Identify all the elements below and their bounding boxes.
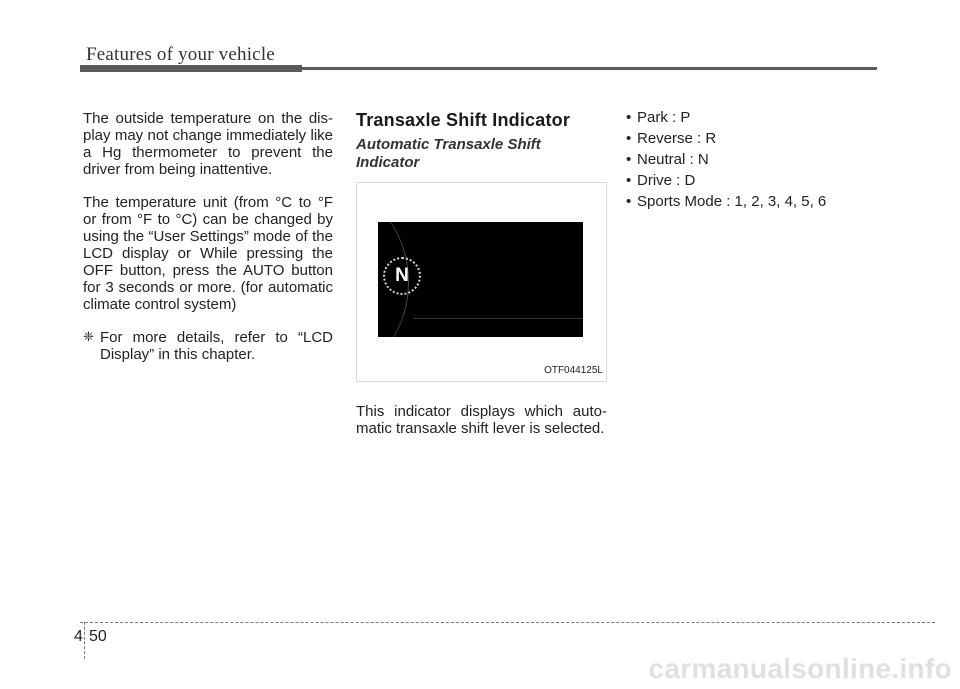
figure-code: OTF044125L — [544, 365, 603, 376]
list-item-text: Neutral : N — [637, 151, 709, 168]
gear-position-list — [622, 110, 892, 210]
page-header-title: Features of your vehicle — [86, 44, 275, 65]
footer-separator — [84, 622, 85, 659]
subsection-title: Automatic Transaxle Shift Indicator — [356, 136, 541, 171]
right-column — [622, 110, 892, 215]
bullet-icon: • — [626, 172, 632, 189]
list-item-text: Reverse : R — [637, 130, 717, 147]
note-text: For more details, refer to “LCD Display” in this chapter. — [100, 329, 333, 363]
watermark: carmanualsonline.info — [648, 653, 952, 684]
gear-indicator-letter: N — [395, 265, 409, 286]
list-item-text: Sports Mode : 1, 2, 3, 4, 5, 6 — [637, 193, 827, 210]
footer-rule — [80, 622, 935, 623]
list-item — [622, 110, 892, 126]
list-item — [622, 194, 892, 210]
display-divider — [414, 318, 583, 319]
chapter-number: 4 — [74, 628, 83, 645]
list-item — [622, 152, 892, 168]
list-item-text: Drive : D — [637, 172, 696, 189]
indicator-paragraph: This indicator displays which auto-matic transaxle shift lever is selected. — [356, 403, 607, 437]
bullet-icon: • — [626, 130, 632, 147]
reference-note — [83, 329, 333, 363]
left-column — [83, 110, 333, 363]
list-item — [622, 173, 892, 189]
note-mark-icon: ❈ — [83, 330, 94, 345]
shift-indicator-figure — [356, 182, 607, 382]
header-rule-accent — [80, 65, 302, 72]
section-title: Transaxle Shift Indicator — [356, 110, 571, 130]
list-item-text: Park : P — [637, 109, 691, 126]
bullet-icon: • — [626, 109, 632, 126]
temperature-unit-paragraph: The temperature unit (from °C to °F or from °F to °C) can be changed by using the “User Settings” mode of the LCD display or While pressing the OFF button, press the AUTO button for 3 seconds or more. (for automatic climate control system) — [83, 194, 333, 313]
temperature-paragraph: The outside temperature on the dis-play may not change immediately like a Hg thermometer to prevent the driver from being inattentive. — [83, 110, 333, 178]
cluster-display — [378, 222, 583, 337]
bullet-icon: • — [626, 151, 632, 168]
list-item — [622, 131, 892, 147]
bullet-icon: • — [626, 193, 632, 210]
middle-column — [356, 110, 607, 453]
page-number: 50 — [89, 628, 107, 645]
